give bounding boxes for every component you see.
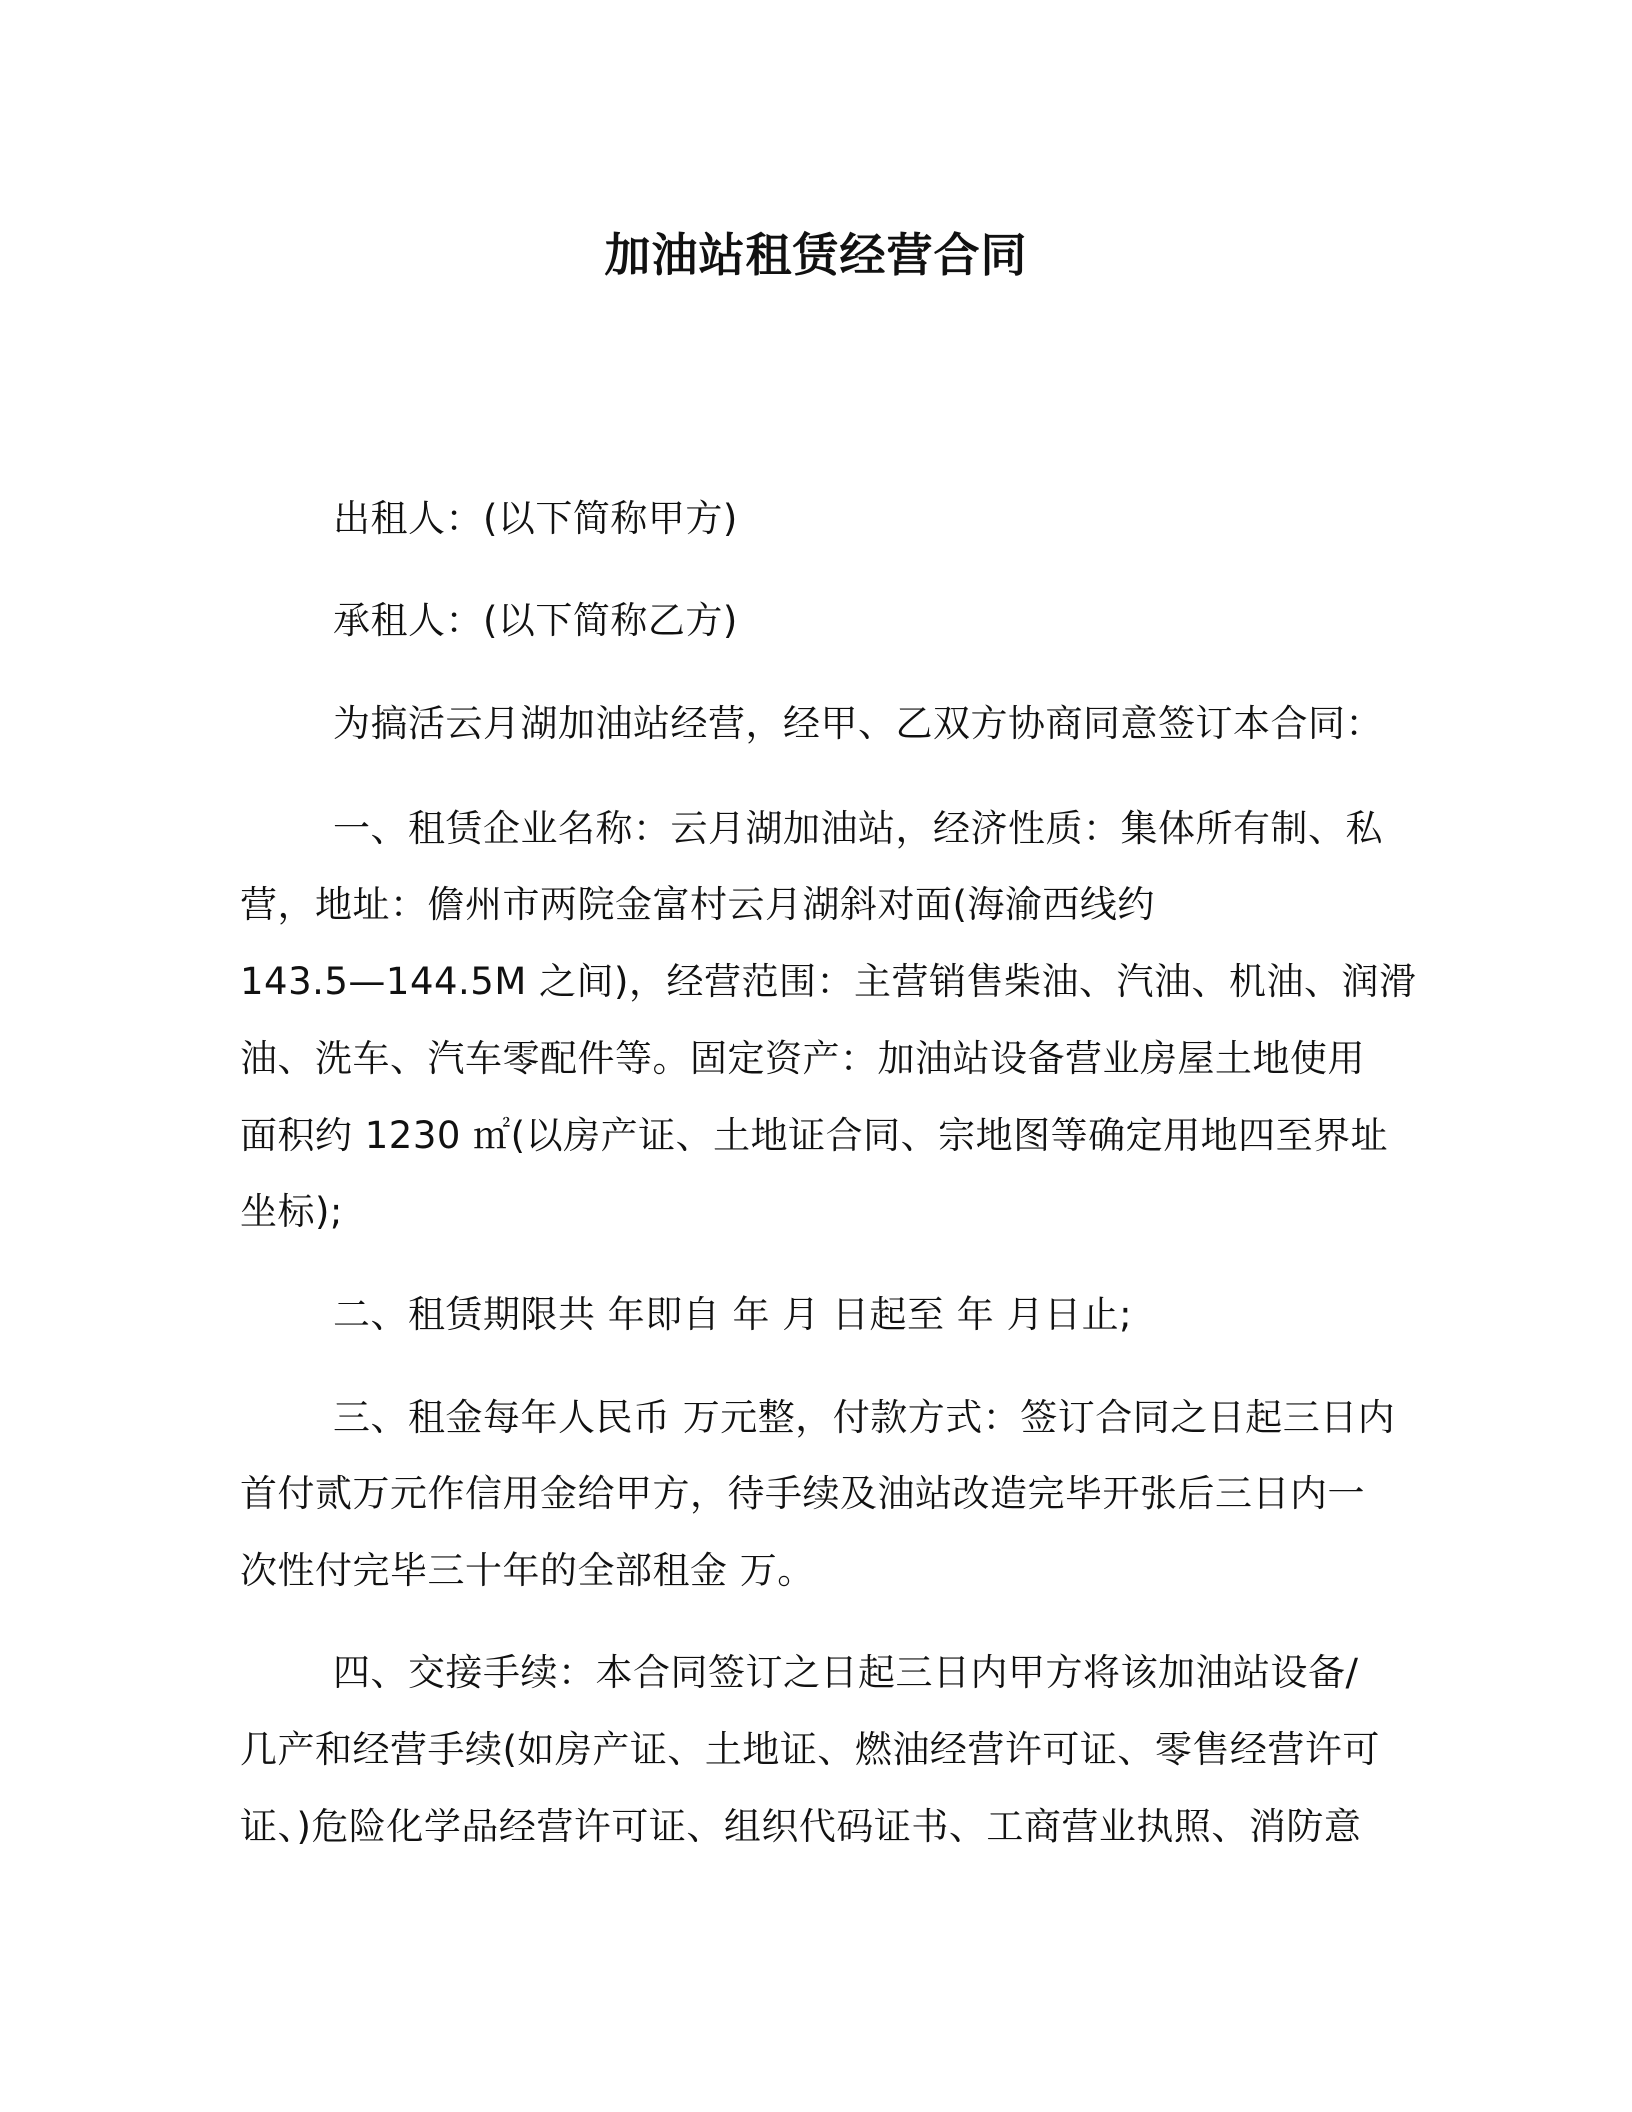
clause-4-line-2: 几产和经营手续(如房产证、土地证、燃油经营许可证、零售经营许可 [240,1728,1380,1771]
document-title: 加油站租赁经营合同 [604,228,1028,282]
clause-3-line-2: 首付贰万元作信用金给甲方，待手续及油站改造完毕开张后三日内一 [240,1472,1365,1515]
clause-3-line-1: 三、租金每年人民币 万元整，付款方式：签订合同之日起三日内 [333,1396,1396,1439]
clause-4-line-1: 四、交接手续：本合同签订之日起三日内甲方将该加油站设备/ [333,1651,1359,1694]
clause-1-line-5: 面积约 1230 ㎡(以房产证、土地证合同、宗地图等确定用地四至界址 [240,1114,1389,1157]
preamble-line: 为搞活云月湖加油站经营，经甲、乙双方协商同意签订本合同： [333,702,1383,745]
clause-1-line-2: 营，地址：儋州市两院金富村云月湖斜对面(海渝西线约 [240,883,1155,926]
clause-2-line-1: 二、租赁期限共 年即自 年 月 日起至 年 月日止; [333,1293,1133,1336]
clause-3-line-3: 次性付完毕三十年的全部租金 万。 [240,1549,815,1592]
clause-1-line-3: 143.5—144.5M 之间)，经营范围：主营销售柴油、汽油、机油、润滑 [240,960,1417,1003]
lessor-line: 出租人：(以下简称甲方) [333,497,738,540]
clause-1-line-4: 油、洗车、汽车零配件等。固定资产：加油站设备营业房屋土地使用 [240,1037,1365,1080]
clause-1-line-1: 一、租赁企业名称：云月湖加油站，经济性质：集体所有制、私 [333,807,1383,850]
clause-4-line-3: 证、)危险化学品经营许可证、组织代码证书、工商营业执照、消防意 [240,1805,1362,1848]
lessee-line: 承租人：(以下简称乙方) [333,599,738,642]
clause-1-line-6: 坐标); [240,1190,343,1233]
